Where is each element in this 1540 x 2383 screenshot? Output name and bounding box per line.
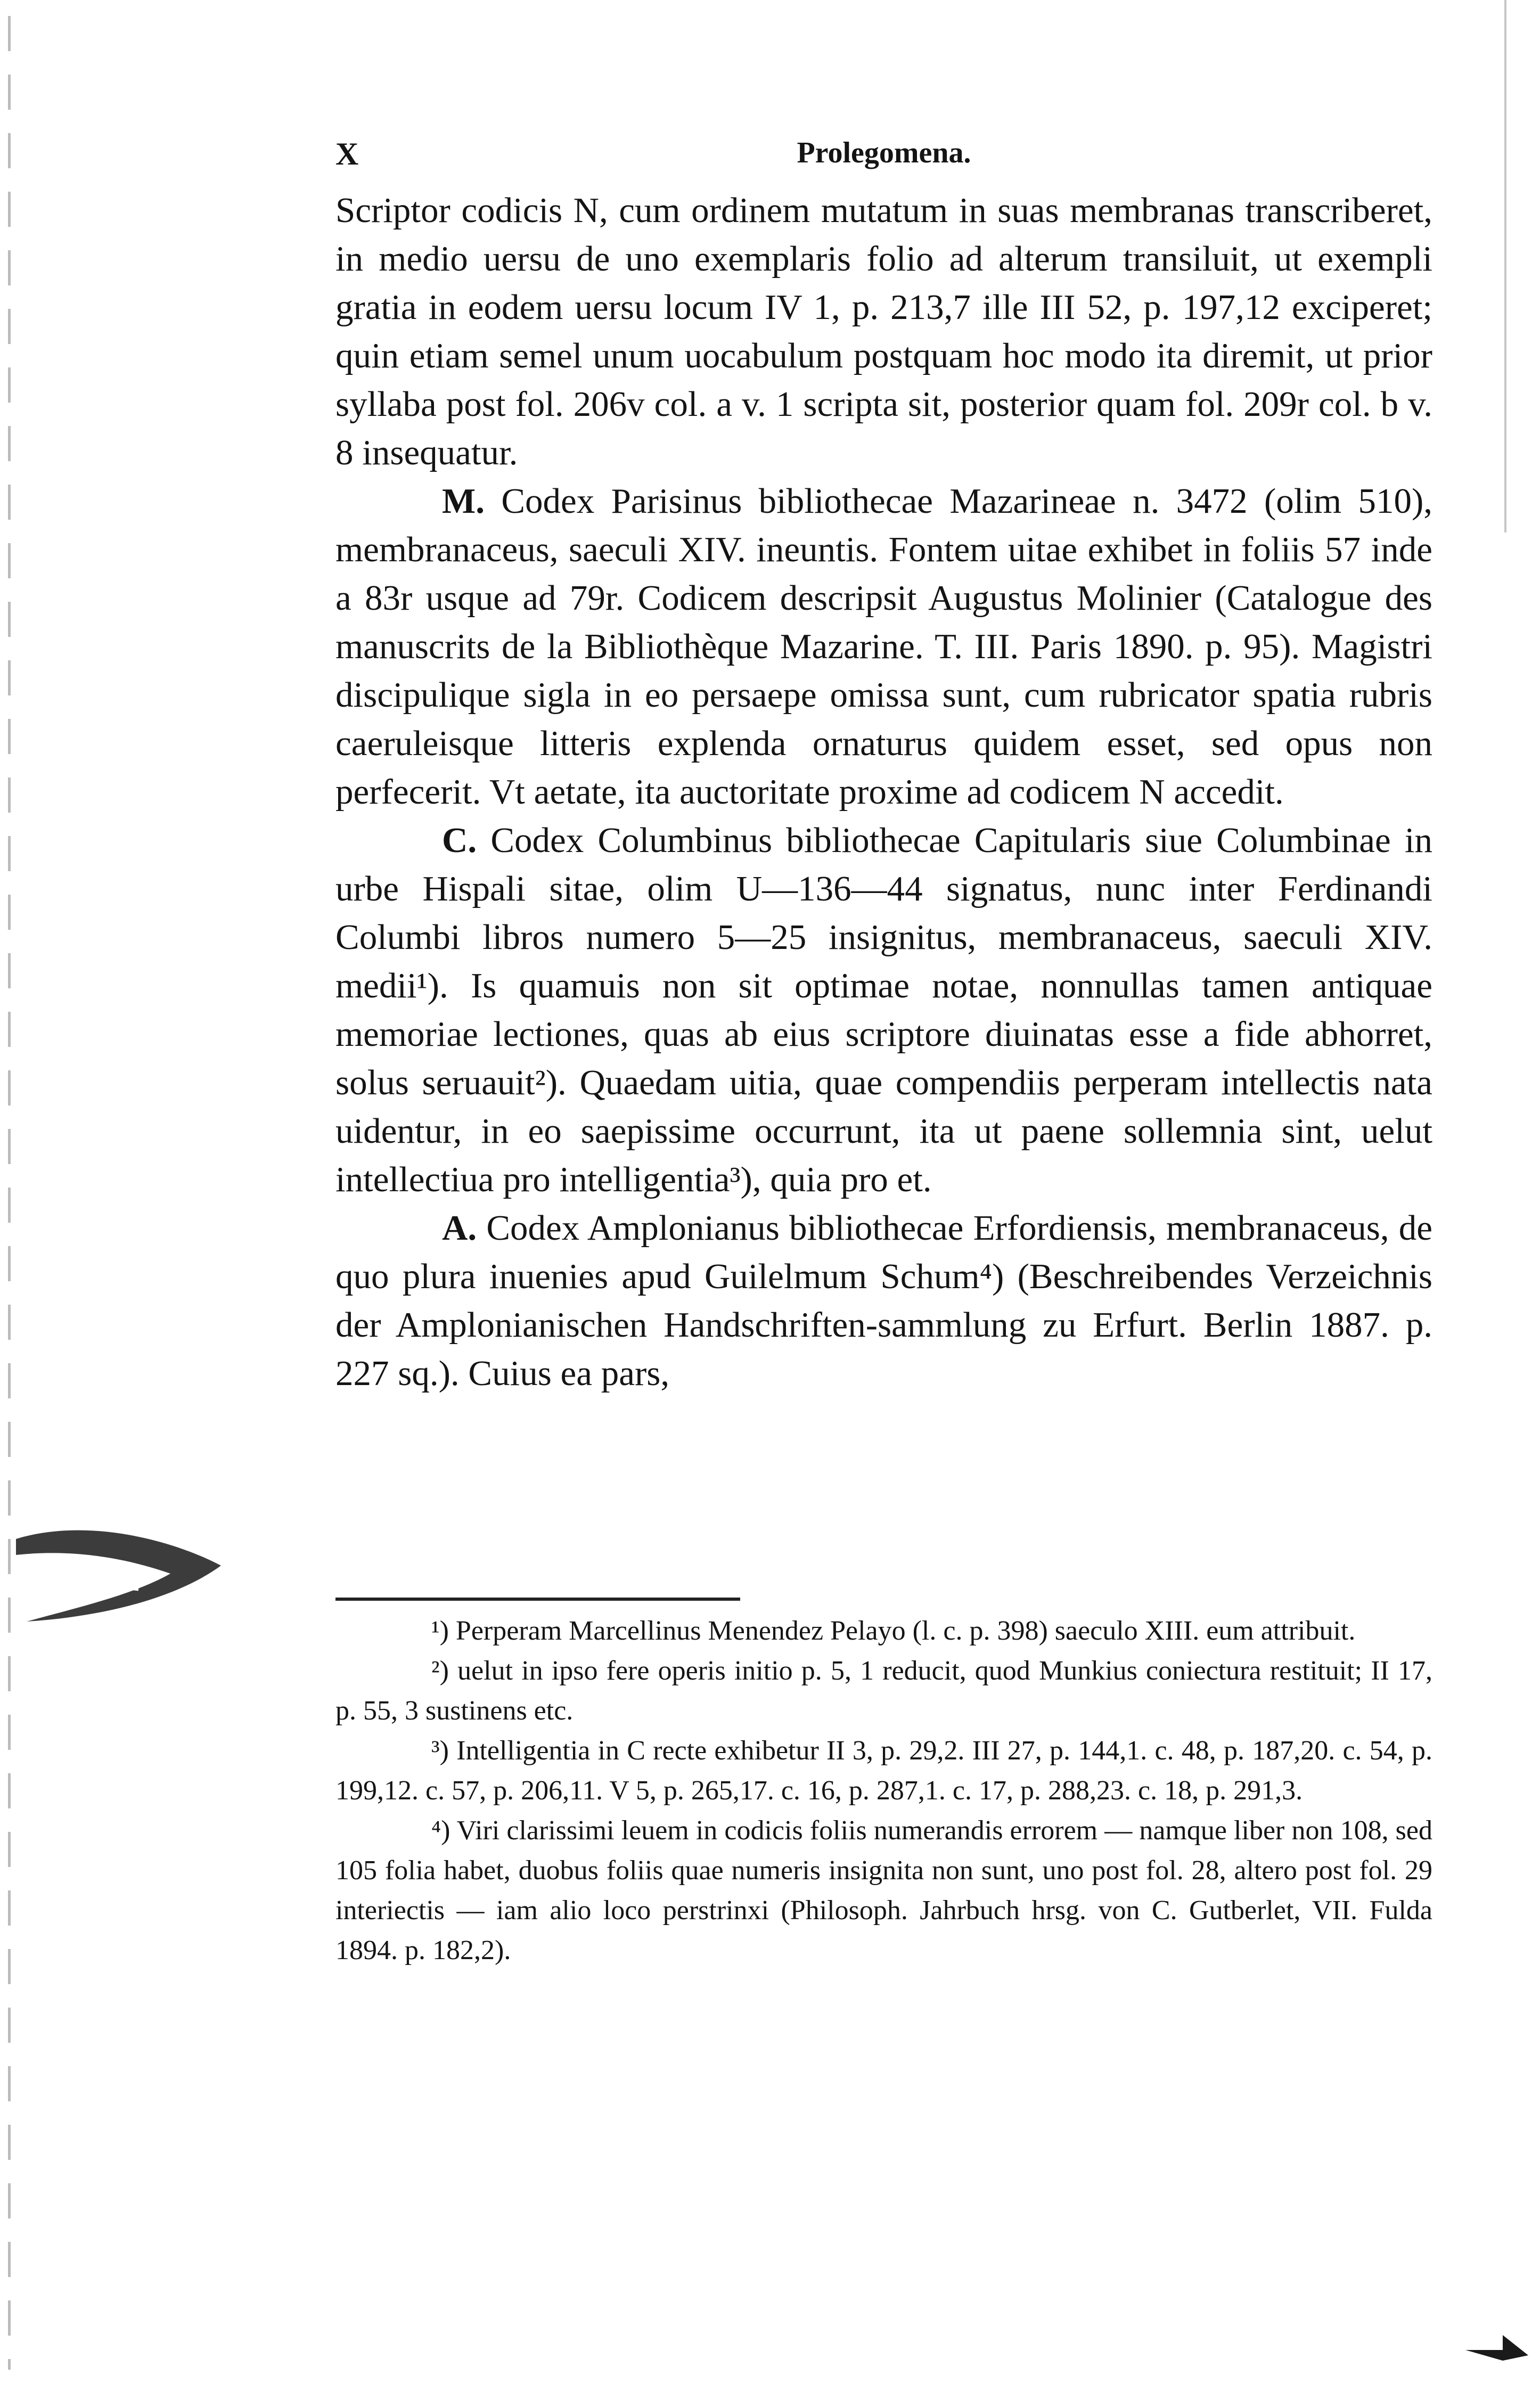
paragraph-codex-m	[335, 477, 1432, 816]
main-text	[335, 186, 1432, 1398]
footnote-mark: ⁴)	[431, 1815, 450, 1846]
footnote-mark: ³)	[431, 1735, 449, 1766]
footnote-1	[335, 1611, 1432, 1651]
scan-line-mark	[1504, 0, 1506, 533]
footnote-4	[335, 1811, 1432, 1970]
footnote-mark: ¹)	[431, 1616, 449, 1646]
siglum-label: C.	[442, 821, 477, 860]
ink-smudge-mark	[11, 1480, 234, 1656]
footnote-text: Viri clarissimi leuem in codicis foliis numerandis errorem — namque liber non 108, sed 105 folia habet, duobus foliis quae numeris insignita non sunt, uno post fol. 28, altero post fol. 29 interiectis — iam alio loco perstrinxi (Philosoph. Jahrbuch hrsg. von C. Gutberlet, VII. Fulda 1894. p. 182,2).	[335, 1815, 1432, 1966]
footnotes	[335, 1611, 1432, 1970]
paragraph-text: Codex Columbinus bibliothecae Capitularis siue Columbinae in urbe Hispali sitae, olim U—136—44 signatus, nunc inter Ferdinandi Columbi libros numero 5—25 insignitus, membranaceus, saeculi XIV. medii¹). Is quamuis non sit optimae notae, nonnullas tamen antiquae memoriae lectiones, quas ab eius scriptore diuinatas esse a fide abhorret, solus seruauit²). Quaedam uitia, quae compendiis perperam intellectis nata uidentur, in eo saepissime occurrunt, ita ut paene sollemnia sint, uelut intellectiua pro intelligentia³), quia pro et.	[335, 821, 1432, 1199]
siglum-label: A.	[442, 1208, 477, 1248]
page-header	[335, 136, 1432, 178]
footnote-rule	[335, 1598, 740, 1601]
paragraph-text: Codex Parisinus bibliothecae Mazarineae n. 3472 (olim 510), membranaceus, saeculi XIV. ineuntis. Fontem uitae exhibet in foliis 57 inde a 83r usque ad 79r. Codicem descripsit Augustus Molinier (Catalogue des manuscrits de la Bibliothèque Mazarine. T. III. Paris 1890. p. 95). Magistri discipulique sigla in eo persaepe omissa sunt, cum rubricator spatia rubris caeruleisque litteris explenda ornaturus quidem esset, sed opus non perfecerit. Vt aetate, ita auctoritate proxime ad codicem N accedit.	[335, 481, 1433, 812]
paragraph-scriptor-n	[335, 186, 1432, 477]
page-number: X	[335, 136, 359, 171]
running-title: Prolegomena.	[797, 136, 971, 169]
paragraph-text: Scriptor codicis N, cum ordinem mutatum in suas membranas transcriberet, in medio uersu de uno exemplaris folio ad alterum transiluit, ut exempli gratia in eodem uersu locum IV 1, p. 213,7 ille III 52, p. 197,12 exciperet; quin etiam semel unum uocabulum postquam hoc modo ita diremit, ut prior syllaba post fol. 206v col. a v. 1 scripta sit, posterior quam fol. 209r col. b v. 8 insequatur.	[335, 191, 1432, 472]
paragraph-codex-c	[335, 816, 1432, 1204]
footnote-text: Perperam Marcellinus Menendez Pelayo (l. c. p. 398) saeculo XIII. eum attribuit.	[455, 1616, 1356, 1646]
footnote-text: Intelligentia in C recte exhibetur II 3, p. 29,2. III 27, p. 144,1. c. 48, p. 187,20. c. 54, p. 199,12. c. 57, p. 206,11. V 5, p. 265,17. c. 16, p. 287,1. c. 17, p. 288,23. c. 18, p. 291,3.	[335, 1735, 1432, 1806]
siglum-label: M.	[442, 481, 485, 521]
paragraph-text: Codex Amplonianus bibliothecae Erfordiensis, membranaceus, de quo plura inuenies apud Guilelmum Schum⁴) (Beschreibendes Verzeichnis der Amplonianischen Handschriften-sammlung zu Erfurt. Berlin 1887. p. 227 sq.). Cuius ea pars,	[335, 1208, 1433, 1393]
corner-arrow-icon	[1465, 2330, 1529, 2367]
paragraph-codex-a	[335, 1204, 1432, 1398]
binding-edge-mark	[8, 16, 11, 2370]
footnote-text: uelut in ipso fere operis initio p. 5, 1 reducit, quod Munkius coniectura restituit; II 17, p. 55, 3 sustinens etc.	[335, 1656, 1433, 1726]
footnote-3	[335, 1731, 1432, 1811]
footnote-mark: ²)	[431, 1656, 449, 1686]
footnote-2	[335, 1651, 1432, 1731]
